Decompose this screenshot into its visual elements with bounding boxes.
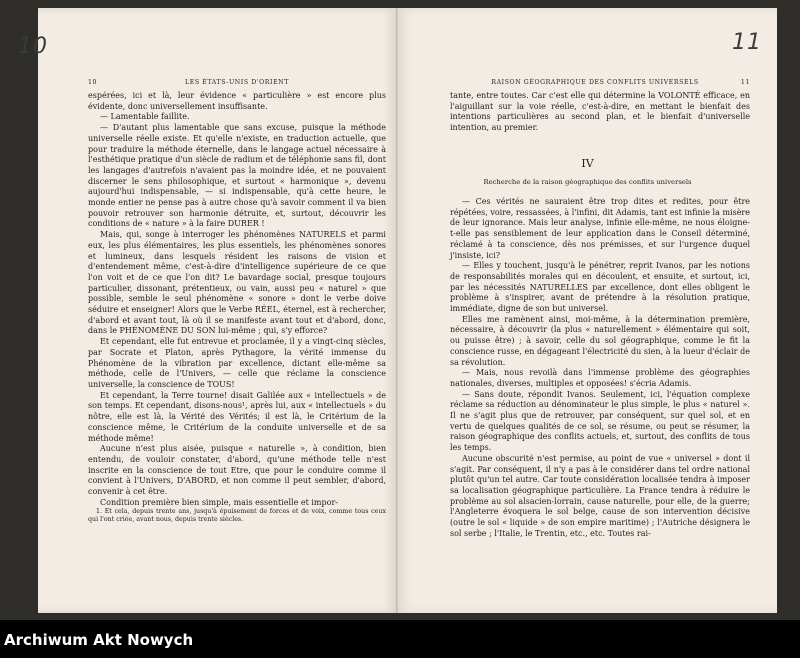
paragraph: tante, entre toutes. Car c'est elle qui détermine la VOLONTÉ efficace, en l'aiguillant sur la voie réelle, c'est-à-dire, en mettant le bienfait des intentions particulières au second plan, et le bienfait d'universelle intention, au premier. xyxy=(450,91,750,133)
right-running-title: RAISON GÉOGRAPHIQUE DES CONFLITS UNIVERSELS xyxy=(491,79,699,86)
left-text-column xyxy=(88,91,386,508)
paragraph: — D'autant plus lamentable que sans excuse, puisque la méthode universelle réelle existe. Et qu'elle n'existe, en traduction actuelle, que pour traduire la méthode éternelle, dans le langage actuel nécessaire à l'esthétique pratique d'un siècle de radium et de téléphonie sans fil, dont les langages d'autrefois n'avaient pas la moindre idée, et ne pouvaient discerner le sens philosophique, et surtout « harmonique », devenu aujourd'hui indispensable, — si indispensable, qu'à cette heure, le monde entier ne pense pas à autre chose qu'à savoir comment il va bien pouvoir retrouver son harmonie détruite, et, surtout, découvrir les conditions de « nature » à la faire DURER ! xyxy=(88,123,386,229)
paragraph: — Sans doute, répondit Ivanos. Seulement, ici, l'équation complexe réclame sa réduction au dénominateur le plus simple, le plus « naturel ». Il ne s'agit plus que de retrouver, par conséquent, sur quel sol, et en vertu de quelques qualités de ce sol, se résume, ou peut se résumer, la raison géographique des conflits actuels, et, surtout, des conflits de tous les temps. xyxy=(450,389,750,453)
paragraph: Elles me ramènent ainsi, moi-même, à la détermination première, nécessaire, à découvrir (la plus « naturellement » élémentaire qui soit, ou puisse être) ; à savoir, celle du sol géographique, comme le fit la conscience russe, en dégageant l'électricité du sien, à la lueur d'éclair de sa révolution. xyxy=(450,314,750,367)
right-page-number: 11 xyxy=(740,79,750,86)
archive-brand-label: Archiwum Akt Nowych xyxy=(4,631,194,649)
right-page xyxy=(398,8,777,613)
archive-footer-bar xyxy=(0,620,800,658)
paragraph: Et cependant, elle fut entrevue et proclamée, il y a vingt-cinq siècles, par Socrate et Platon, après Pythagore, la vérité immense du Phénomène de la vibration par excellence, dictant elle-même sa méthode, celle de l'Univers, — celle que réclame la conscience universelle, la conscience de TOUS! xyxy=(88,337,386,389)
paragraph: Aucune n'est plus aisée, puisque « naturelle », à condition, bien entendu, de vouloir constater, d'abord, qu'une méthode telle n'est inscrite en la conscience de tout Etre, que pour le conduire comme il convient à l'Univers, D'ABORD, et non comme il peut sembler, d'abord, convenir à cet être. xyxy=(88,444,386,497)
chapter-numeral: IV xyxy=(581,157,594,170)
paragraph: — Ces vérités ne sauraient être trop dites et redites, pour être répétées, voire, ressassées, à l'infini, dit Adamis, tant est infinie la misère de leur ignorance. Mais leur analyse, infinie elle-même, ne nous éloigne-t-elle pas sensiblement de leur application dans le Conseil déterminé, réclamé à ta conscience, dès nos prémisses, et sur l'urgence duquel j'insiste, ici? xyxy=(450,197,750,260)
pencil-page-number-right: 11 xyxy=(732,30,762,55)
left-running-title: LES ÉTATS-UNIS D'ORIENT xyxy=(185,79,289,86)
paragraph: Aucune obscurité n'est permise, au point de vue « universel » dont il s'agit. Par conséquent, il n'y a pas à le considérer dans tel ordre national plutôt qu'un tel autre. Car toute considération localisée tendra à imposer sa localisation géographique particulière. La France tendra à réduire le problème au sol alsacien-lorrain, cause naturelle, pour elle, de la guerre; l'Angleterre évoquera le sol belge, cause de son intervention décisive (outre le sol « liquide » de son empire maritime) ; l'Autriche désignera le sol serbe ; l'Italie, le Trentin, etc., etc. Toutes rai- xyxy=(450,453,750,538)
paragraph: Mais, qui, songe à interroger les phénomènes NATURELS et parmi eux, les plus élémentaires, les plus essentiels, les phénomènes sonores et lumineux, dans lesquels résident les raisons de vision et d'entendement même, c'est-à-dire d'intelligence supérieure de ce que l'on voit et de ce que l'on dit? Le bavardage social, presque toujours particulier, dissonant, prétentieux, ou vain, aussi peu « naturel » que possible, semble le seul phénomène « sonore » dont le verbe doive séduire et enseigner! Alors que le Verbe RÉEL, éternel, est à rechercher, d'abord et avant tout, là où il se manifeste avant tout et d'abord, donc, dans le PHÉNOMÈNE DU SON lui-même ; qui, s'y efforce? xyxy=(88,230,386,336)
paragraph: Et cependant, la Terre tourne! disait Galilée aux « intellectuels » de son temps. Et cependant, disons-nous¹, après lui, aux « intellectuels » du nôtre, elle est là, la Vérité des Vérités; il est là, le Critérium de la conscience même, le Critérium de la conduite universelle et de sa méthode même! xyxy=(88,390,386,443)
right-intro-text xyxy=(450,91,750,134)
paragraph: — Elles y touchent, jusqu'à le pénétrer, reprit Ivanos, par les notions de responsabilités morales qui en découlent, et ensuite, et surtout, ici, par les nécessités NATURELLES par excellence, dont elles obligent le problème à s'inspirer, avant de prétendre à la résolution pratique, immédiate, digne de son but universel. xyxy=(450,261,750,314)
paragraph: — Mais, nous revoilà dans l'immense problème des géographies nationales, diverses, multiples et opposées! s'écria Adamis. xyxy=(450,368,750,388)
paragraph: Condition première bien simple, mais essentielle et impor- xyxy=(100,497,338,507)
chapter-title: Recherche de la raison géographique des conflits universels xyxy=(483,178,692,186)
left-page-number: 10 xyxy=(88,79,98,86)
paragraph: espérées, ici et là, leur évidence « particulière » est encore plus évidente, donc universellement insuffisante. xyxy=(88,91,386,111)
left-footnote xyxy=(88,508,386,525)
paragraph: — Lamentable faillite. xyxy=(100,112,190,122)
left-page xyxy=(18,8,397,613)
footnote-text: 1. Et cela, depuis trente ans, jusqu'à épuisement de forces et de voix, comme tous ceux qui l'ont criée, avant nous, depuis trente siècles. xyxy=(88,508,386,524)
right-text-column xyxy=(450,197,750,540)
pencil-page-number-left: 10 xyxy=(18,34,48,59)
